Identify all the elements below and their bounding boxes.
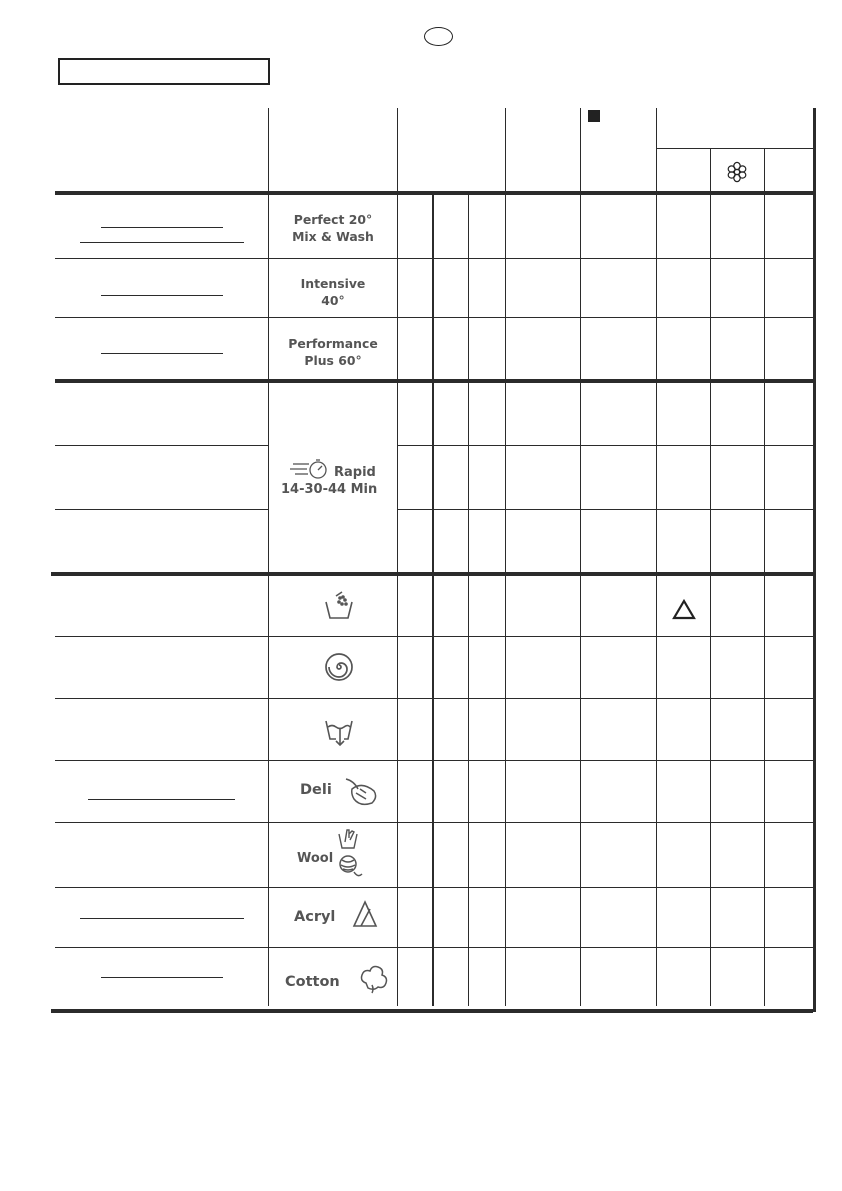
program-intensive: [269, 275, 397, 309]
hand-wash-icon: [336, 826, 360, 850]
name-blank: [101, 295, 223, 296]
group-rule-1: [55, 379, 815, 383]
program-intensive-line2: 40°: [321, 293, 345, 308]
program-performance-line1: Performance: [288, 336, 378, 351]
program-perfect: [269, 211, 397, 245]
table-header-rule: [55, 191, 813, 195]
program-wool-label: Wool: [297, 851, 334, 866]
flower-icon: [725, 160, 749, 184]
program-perfect-line2: Mix & Wash: [292, 229, 374, 244]
wool-icon: [334, 852, 364, 882]
table-bottom-rule: [51, 1009, 813, 1013]
row-line: [397, 445, 813, 446]
col-line-4: [505, 108, 506, 1006]
square-icon: [588, 110, 600, 122]
col-line-7: [710, 149, 711, 1006]
row-line: [55, 822, 813, 823]
program-intensive-line1: Intensive: [300, 276, 366, 291]
program-deli-label: Deli: [300, 782, 332, 798]
name-blank: [80, 242, 244, 243]
triangle-icon: [352, 899, 378, 929]
row-line: [55, 760, 813, 761]
row-line: [55, 317, 813, 318]
col-line-6: [656, 108, 657, 1006]
row-line: [397, 509, 813, 510]
row-line: [55, 258, 813, 259]
program-performance-line2: Plus 60°: [304, 353, 362, 368]
program-cotton-label: Cotton: [285, 974, 340, 990]
col-line-8: [764, 149, 765, 1006]
right-frame: [813, 108, 816, 1012]
program-perfect-line1: Perfect 20°: [293, 212, 373, 227]
feather-icon: [342, 775, 380, 807]
name-blank: [101, 977, 223, 978]
warning-triangle-icon: [672, 598, 696, 620]
spin-icon: [323, 651, 355, 683]
name-blank: [88, 799, 235, 800]
row-line: [55, 509, 268, 510]
name-blank: [101, 353, 223, 354]
program-rapid-line1: Rapid: [334, 465, 376, 480]
row-line: [55, 445, 268, 446]
header-subrule: [656, 148, 814, 149]
program-performance: [269, 335, 397, 369]
col-line-5: [580, 108, 581, 1006]
table-title-box: [58, 58, 270, 85]
program-rapid-line2: 14-30-44 Min: [281, 482, 378, 497]
stopwatch-icon: [289, 458, 331, 480]
rinse-icon: [322, 588, 356, 622]
drain-icon: [322, 713, 356, 747]
row-line: [55, 947, 813, 948]
name-blank: [80, 918, 244, 919]
language-badge: [424, 27, 453, 46]
col-line-program: [397, 108, 398, 1006]
row-line: [55, 887, 813, 888]
row-line: [55, 636, 813, 637]
program-acryl-label: Acryl: [294, 909, 336, 925]
cotton-icon: [358, 963, 390, 995]
name-blank: [101, 227, 223, 228]
row-line: [55, 698, 813, 699]
